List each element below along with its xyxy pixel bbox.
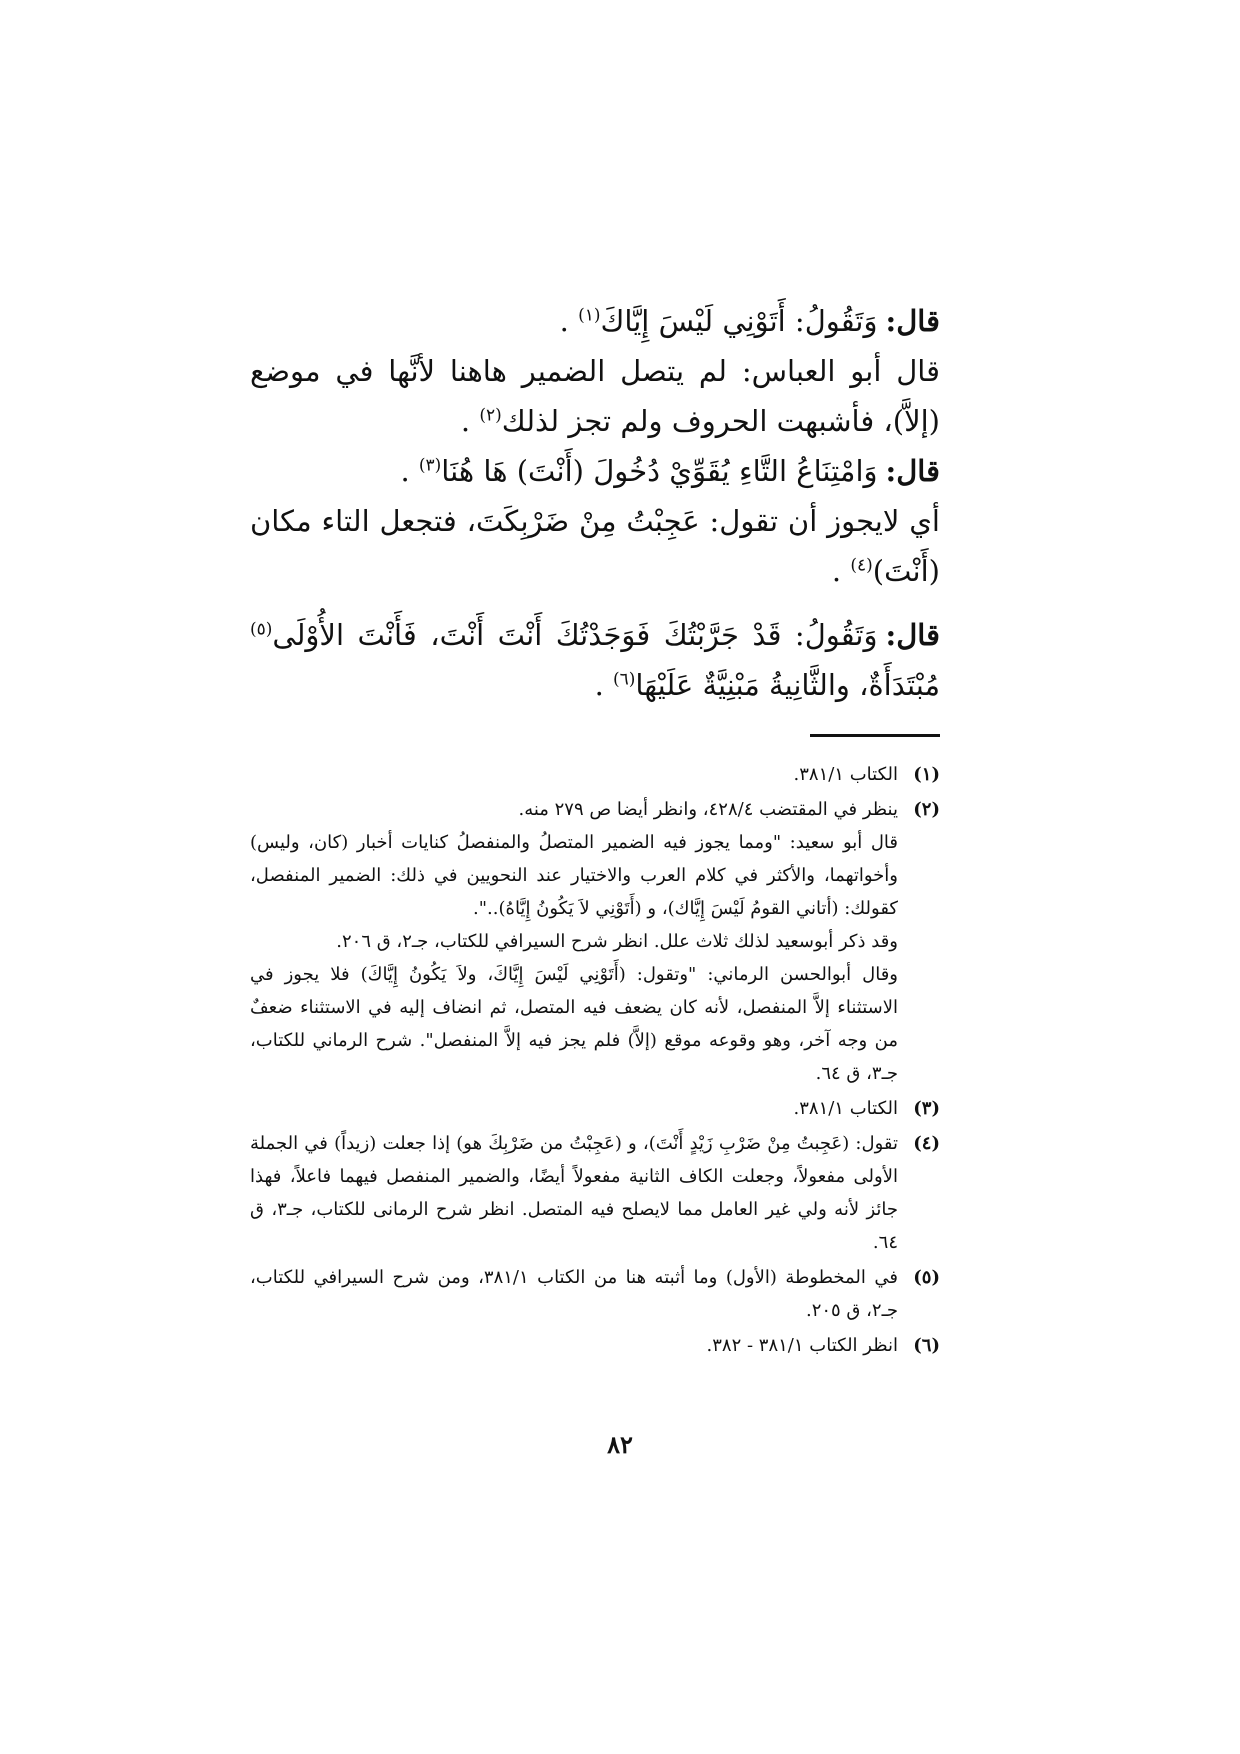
paragraph-text: أي لايجوز أن تقول: عَجِبْتُ مِنْ ضَرْبِكَتَ، فتجعل التاء مكان (أَنْتَ) <box>250 504 940 588</box>
main-paragraph <box>250 346 940 446</box>
footnote-number: (٦) <box>913 1335 940 1356</box>
footnote-separator <box>810 734 940 737</box>
footnote-number: (٤) <box>913 1133 940 1154</box>
main-text <box>250 296 940 710</box>
qala-label: قال: <box>885 454 940 488</box>
footnote-line: انظر الكتاب ٣٨١/١ - ٣٨٢. <box>706 1335 898 1356</box>
main-paragraph <box>250 446 940 496</box>
paragraph-tail: . <box>831 554 851 588</box>
footnote-body <box>250 1261 898 1327</box>
footnote-item <box>250 1329 940 1362</box>
footnote-item <box>250 793 940 1090</box>
footnote-ref[interactable]: (٦) <box>613 669 636 690</box>
footnote-line: في المخطوطة (الأول) وما أثبته هنا من الكتاب ٣٨١/١، ومن شرح السيرافي للكتاب، جـ٢، ق ٢٠٥. <box>250 1267 898 1321</box>
paragraph-text: وَامْتِنَاعُ التَّاءِ يُقَوِّيْ دُخُولَ (أَنْتَ) هَا هُنَا <box>441 454 878 488</box>
footnote-number: (٢) <box>913 799 940 820</box>
paragraph-text: وَتَقُولُ: قَدْ جَرَّبْتُكَ فَوَجَدْتُكَ أَنْتَ أَنْتَ، فَأَنْتَ الأُوْلَى <box>272 618 878 652</box>
qala-label: قال: <box>885 304 940 338</box>
paragraph-tail: . <box>460 404 480 438</box>
footnote-body <box>250 758 898 791</box>
paragraph-tail: . <box>400 454 419 488</box>
footnote-line: وقد ذكر أبوسعيد لذلك ثلاث علل. انظر شرح السيرافي للكتاب، جـ٢، ق ٢٠٦. <box>336 931 898 952</box>
page-number: ٨٢ <box>607 1430 633 1459</box>
footnote-item <box>250 758 940 791</box>
footnote-line: الكتاب ٣٨١/١. <box>793 764 898 785</box>
paragraph-tail: . <box>559 304 579 338</box>
footnote-line: قال أبو سعيد: "ومما يجوز فيه الضمير المتصلُ والمنفصلُ كنايات أخبار (كان، وليس) وأخواتهما، والأكثر في كلام العرب والاختيار عند النحويين في ذلك: الضمير المنفصل، كقولك: (أتاني القومُ لَيْسَ إِيَّاك)، و (أَتَوْنِي لاَ يَكُونُ إِيَّاهُ)..". <box>250 832 898 919</box>
paragraph-text: وَتَقُولُ: أَتَوْنِي لَيْسَ إِيَّاكَ <box>600 304 878 338</box>
paragraph-text: قال أبو العباس: لم يتصل الضمير هاهنا لأنَّها في موضع (إلاَّ)، فأشبهت الحروف ولم تجز لذلك <box>250 354 940 438</box>
qala-label: قال: <box>885 618 940 652</box>
footnote-ref[interactable]: (١) <box>578 305 601 326</box>
main-paragraph <box>250 610 940 710</box>
footnote-item <box>250 1092 940 1125</box>
footnote-item <box>250 1261 940 1327</box>
main-paragraph <box>250 296 940 346</box>
footnote-line: الكتاب ٣٨١/١. <box>793 1098 898 1119</box>
footnote-ref[interactable]: (٣) <box>418 455 442 476</box>
footnote-body <box>250 1329 898 1362</box>
footnote-body <box>250 1127 898 1259</box>
footnote-line: وقال أبوالحسن الرماني: "وتقول: (أَتَوْنِي لَيْسَ إِيَّاكَ، ولاَ يَكُونُ إِيَّاكَ) فلا يجوز في الاستثناء إلاَّ المنفصل، لأنه كان يضعف فيه المتصل، ثم انضاف إليه في الاستثناء ضعفٌ من وجه آخر، وهو وقوعه موقع (إلاَّ) فلم يجز فيه إلاَّ المنفصل". شرح الرماني للكتاب، جـ٣، ق ٦٤. <box>250 964 898 1084</box>
paragraph-tail: . <box>594 668 613 702</box>
footnote-body <box>250 793 898 1090</box>
footnote-ref[interactable]: (٤) <box>850 555 873 576</box>
footnote-item <box>250 1127 940 1259</box>
footnote-ref[interactable]: (٥) <box>250 619 273 640</box>
footnote-line: تقول: (عَجِبتُ مِنْ ضَرْبِ زَيْدٍ أَنْتَ)، و (عَجِبْتُ من ضَرْبِكَ هو) إذا جعلت (زيداً) في الجملة الأولى مفعولاً، وجعلت الكاف الثانية مفعولاً أيضًا، والضمير المنفصل فيهما فاعلاً، فهذا جائز لأنه ولي غير العامل مما لايصلح فيه المتصل. انظر شرح الرمانى للكتاب، جـ٣، ق ٦٤. <box>250 1133 898 1253</box>
footnote-body <box>250 1092 898 1125</box>
footnote-number: (٣) <box>913 1098 940 1119</box>
footnote-ref[interactable]: (٢) <box>479 405 502 426</box>
footnote-number: (١) <box>913 764 940 785</box>
footnote-line: ينظر في المقتضب ٤٢٨/٤، وانظر أيضا ص ٢٧٩ منه. <box>518 799 898 820</box>
footnotes <box>250 758 940 1364</box>
footnote-number: (٥) <box>913 1267 940 1288</box>
main-paragraph <box>250 496 940 596</box>
paragraph-text-continued: مُبْتَدَأَةٌ، والثَّانِيةُ مَبْنِيَّةٌ عَلَيْهَا <box>635 668 940 702</box>
